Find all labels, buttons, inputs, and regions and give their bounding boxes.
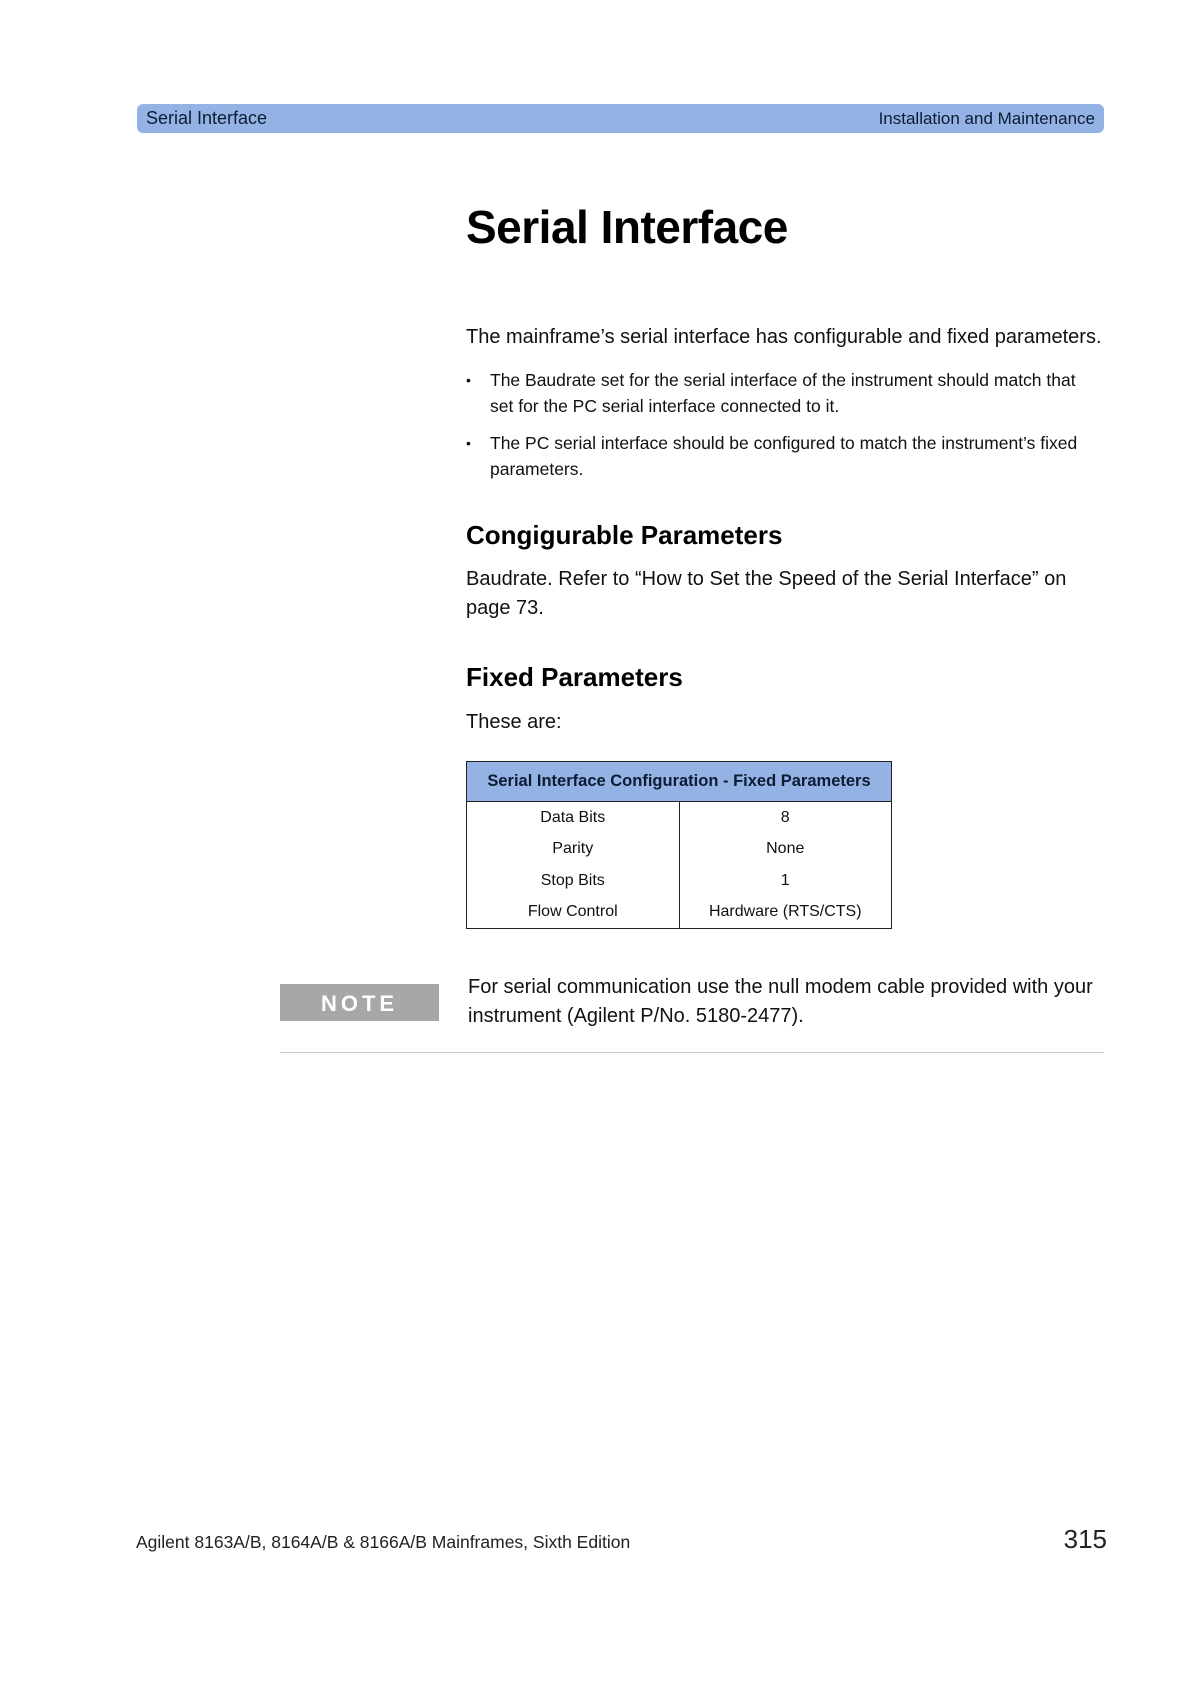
list-item — [466, 368, 1096, 419]
parameter-name-cell: Parity — [467, 834, 680, 866]
table-header-row — [467, 762, 892, 802]
bullet-list — [466, 368, 1096, 494]
parameter-value-cell: 1 — [679, 865, 892, 897]
table-row — [467, 834, 892, 866]
list-item-text: The PC serial interface should be configured to match the instrument’s fixed parameters. — [490, 433, 1078, 479]
parameter-value-cell: 8 — [679, 802, 892, 834]
bullet-icon: • — [466, 435, 471, 451]
table-row — [467, 897, 892, 929]
parameter-name-cell: Data Bits — [467, 802, 680, 834]
baudrate-paragraph: Baudrate. Refer to “How to Set the Speed of the Serial Interface” on page 73. — [466, 568, 1067, 619]
parameter-value-cell: Hardware (RTS/CTS) — [679, 897, 892, 929]
list-item — [466, 431, 1096, 482]
parameter-name-cell: Flow Control — [467, 897, 680, 929]
bullet-icon: • — [466, 372, 471, 388]
parameter-name-cell: Stop Bits — [467, 865, 680, 897]
parameter-value-cell: None — [679, 834, 892, 866]
page-title: Serial Interface — [466, 201, 788, 253]
header-section-title: Serial Interface — [146, 108, 268, 128]
table-row — [467, 865, 892, 897]
page-number: 315 — [1063, 1524, 1107, 1554]
header-chapter-title: Installation and Maintenance — [878, 109, 1095, 128]
fixed-parameters-intro: These are: — [466, 711, 562, 733]
table-row — [467, 802, 892, 834]
table-header: Serial Interface Configuration - Fixed Parameters — [467, 762, 892, 802]
fixed-parameters-table — [466, 761, 892, 929]
footer-edition: Agilent 8163A/B, 8164A/B & 8166A/B Mainframes, Sixth Edition — [136, 1532, 631, 1552]
intro-paragraph: The mainframe’s serial interface has configurable and fixed parameters. — [466, 326, 1102, 348]
running-header — [137, 104, 1104, 133]
fixed-parameters-heading: Fixed Parameters — [466, 662, 683, 692]
configurable-parameters-heading: Congigurable Parameters — [466, 520, 783, 550]
note-badge: NOTE — [280, 984, 439, 1021]
note-text: For serial communication use the null modem cable provided with your instrument (Agilent P/No. 5180-2477). — [468, 976, 1093, 1027]
note-divider — [280, 1052, 1104, 1053]
list-item-text: The Baudrate set for the serial interface of the instrument should match that set for the PC serial interface connected to it. — [490, 370, 1076, 416]
